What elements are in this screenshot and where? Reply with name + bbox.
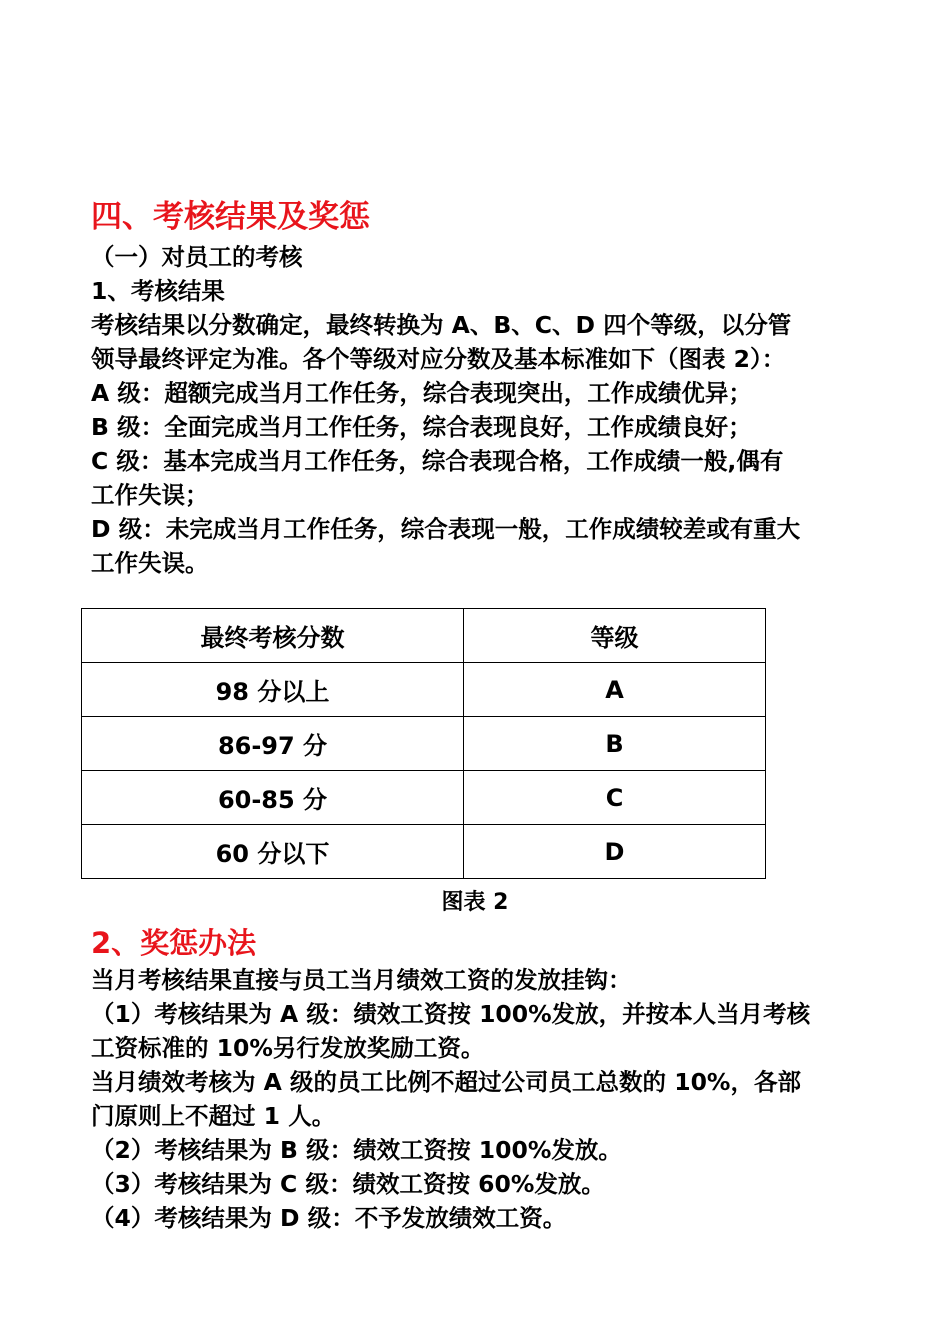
table-cell-score: 86-97 分: [82, 717, 464, 771]
table-row: [82, 663, 766, 717]
table-cell-grade: B: [464, 717, 766, 771]
table-cell-score: 60-85 分: [82, 771, 464, 825]
reward-line: （2）考核结果为 B 级：绩效工资按 100%发放。: [91, 1136, 622, 1164]
table-cell-grade: A: [464, 663, 766, 717]
section-heading: 四、考核结果及奖惩: [91, 199, 370, 235]
grade-line-d-cont: 工作失误。: [91, 549, 209, 577]
table-header-grade: 等级: [464, 609, 766, 663]
table-cell-grade: C: [464, 771, 766, 825]
intro-line: 考核结果以分数确定，最终转换为 A、B、C、D 四个等级，以分管: [91, 311, 792, 339]
grade-line-c-cont: 工作失误；: [91, 481, 209, 509]
table-cell-score: 98 分以上: [82, 663, 464, 717]
reward-line: （1）考核结果为 A 级：绩效工资按 100%发放，并按本人当月考核: [91, 1000, 811, 1028]
grade-line-d: D 级：未完成当月工作任务，综合表现一般，工作成绩较差或有重大: [91, 515, 801, 543]
table-caption: 图表 2: [441, 890, 509, 915]
reward-line: （3）考核结果为 C 级：绩效工资按 60%发放。: [91, 1170, 605, 1198]
grade-table: [81, 608, 766, 879]
reward-line: 工资标准的 10%另行发放奖励工资。: [91, 1034, 485, 1062]
grade-line-b: B 级：全面完成当月工作任务，综合表现良好，工作成绩良好；: [91, 413, 752, 441]
section1-title: 1、考核结果: [91, 277, 225, 305]
table-header-score: 最终考核分数: [82, 609, 464, 663]
reward-line: 当月绩效考核为 A 级的员工比例不超过公司员工总数的 10%，各部: [91, 1068, 801, 1096]
reward-line: 门原则上不超过 1 人。: [91, 1102, 336, 1130]
grade-line-c: C 级：基本完成当月工作任务，综合表现合格，工作成绩一般,偶有: [91, 447, 784, 475]
grade-line-a: A 级：超额完成当月工作任务，综合表现突出，工作成绩优异；: [91, 379, 752, 407]
table-header-row: [82, 609, 766, 663]
table-cell-grade: D: [464, 825, 766, 879]
table-row: [82, 717, 766, 771]
intro-line: 领导最终评定为准。各个等级对应分数及基本标准如下（图表 2）：: [91, 345, 786, 373]
section2-title: 2、奖惩办法: [91, 926, 257, 960]
table-row: [82, 771, 766, 825]
reward-line: 当月考核结果直接与员工当月绩效工资的发放挂钩：: [91, 966, 632, 994]
table-cell-score: 60 分以下: [82, 825, 464, 879]
subheading: （一）对员工的考核: [91, 243, 303, 271]
reward-line: （4）考核结果为 D 级：不予发放绩效工资。: [91, 1204, 567, 1232]
table-row: [82, 825, 766, 879]
